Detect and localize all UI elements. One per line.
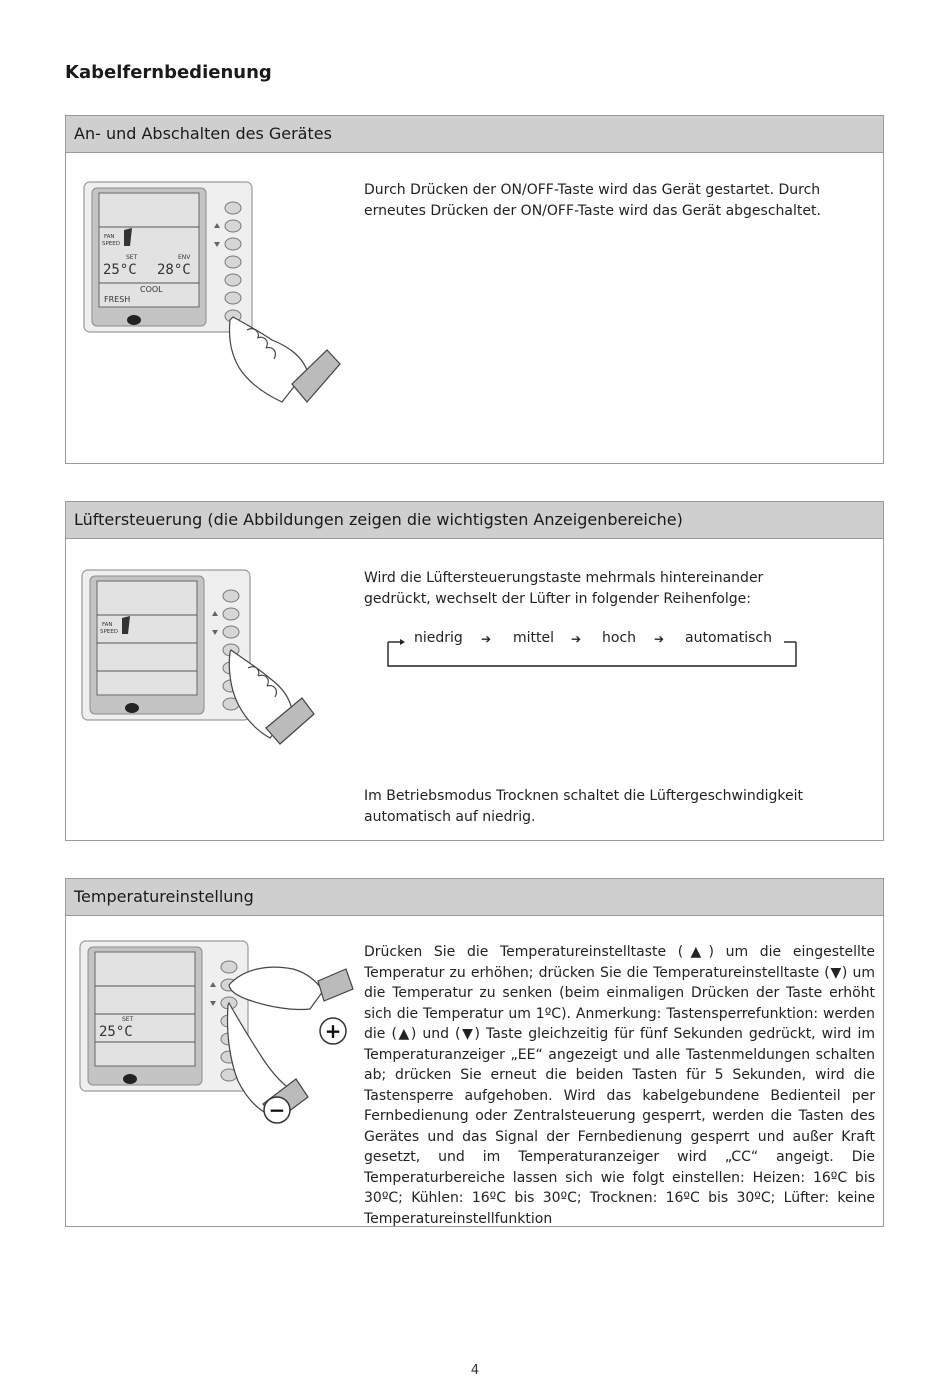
minus-symbol: − <box>268 1098 286 1122</box>
plus-symbol: + <box>324 1019 342 1043</box>
section-text: Drücken Sie die Temperatureinstelltaste (▲) um die eingestellte Temperatur zu erhöhen; drücken Sie die Temperatureinstelltaste (▼) um die Temperatur zu senken (beim einmaligen Drücken der Taste erhöht sich die Temperatur um 1ºC). Anmerkung: Tastensperrefunktion: werden die (▲) und (▼) Taste gleichzeitig für fünf Sekunden gedrückt, wird im Temperaturanzeiger „EE“ angezeigt und alle Tastenmeldungen schalten ab; drücken Sie erneut die beiden Tasten für 5 Sekunden, wird die Tastensperre aufgehoben. Wird das kabelgebundene Bedienteil per Fernbedienung oder Zentralsteuerung gesperrt, werden die Tasten des Gerätes und das Signal der Fernbedienung gesperrt und außer Kraft gesetzt, und im Temperaturanzeiger wird „CC“ angeigt. Die Temperaturbereiche lassen sich wie folgt einstellen: Heizen: 16ºC bis 30ºC; Kühlen: 16ºC bis 30ºC; Trocknen: 16ºC bis 30ºC; Lüfter: keine Temperatureinstellfunktion <box>364 944 875 1227</box>
section-text: Durch Drücken der ON/OFF-Taste wird das Gerät gestartet. Durch erneutes Drücken der ON/OFF-Taste wird das Gerät abgeschaltet. <box>364 182 821 219</box>
section-note: Im Betriebsmodus Trocknen schaltet die Lüftergeschwindigkeit automatisch auf niedrig. <box>364 788 803 825</box>
page-title: Kabelfernbedienung <box>65 62 272 83</box>
remote-control-illustration <box>80 568 350 764</box>
remote-control-illustration <box>82 180 352 430</box>
section-text: Wird die Lüftersteuerungstaste mehrmals hintereinander gedrückt, wechselt der Lüfter in folgender Reihenfolge: <box>364 570 764 607</box>
fan-label: FAN <box>102 622 113 628</box>
set-temperature: 25°C <box>99 1024 133 1040</box>
env-temperature: 28°C <box>157 262 191 278</box>
minus-icon <box>264 1097 290 1123</box>
fan-label: FAN <box>104 234 115 240</box>
sequence-step-high: hoch <box>602 630 637 646</box>
section-header: Temperatureinstellung <box>66 879 883 916</box>
arrow-right-icon: ➔ <box>654 632 665 646</box>
speed-label: SPEED <box>100 629 118 635</box>
arrow-right-icon: ➔ <box>571 632 582 646</box>
set-label: SET <box>122 1016 134 1023</box>
mode-label: COOL <box>140 285 163 294</box>
arrow-right-icon: ➔ <box>481 632 492 646</box>
sequence-step-medium: mittel <box>513 630 555 646</box>
set-label: SET <box>126 254 138 261</box>
speed-label: SPEED <box>102 241 120 247</box>
section-power <box>65 115 884 464</box>
env-label: ENV <box>178 254 191 261</box>
page-number: 4 <box>470 1363 480 1378</box>
sequence-step-auto: automatisch <box>685 630 772 646</box>
set-temperature: 25°C <box>103 262 137 278</box>
hand-icon <box>229 650 314 744</box>
section-fan-control <box>65 501 884 841</box>
section-header: Lüftersteuerung (die Abbildungen zeigen die wichtigsten Anzeigenbereiche) <box>66 502 883 539</box>
remote-control-illustration <box>78 939 358 1149</box>
hand-icon <box>230 317 341 402</box>
plus-icon <box>320 1018 346 1044</box>
sequence-step-low: niedrig <box>414 630 463 646</box>
section-temperature <box>65 878 884 1227</box>
fan-speed-sequence <box>386 630 798 668</box>
fresh-label: FRESH <box>104 295 131 304</box>
section-header: An- und Abschalten des Gerätes <box>66 116 883 153</box>
